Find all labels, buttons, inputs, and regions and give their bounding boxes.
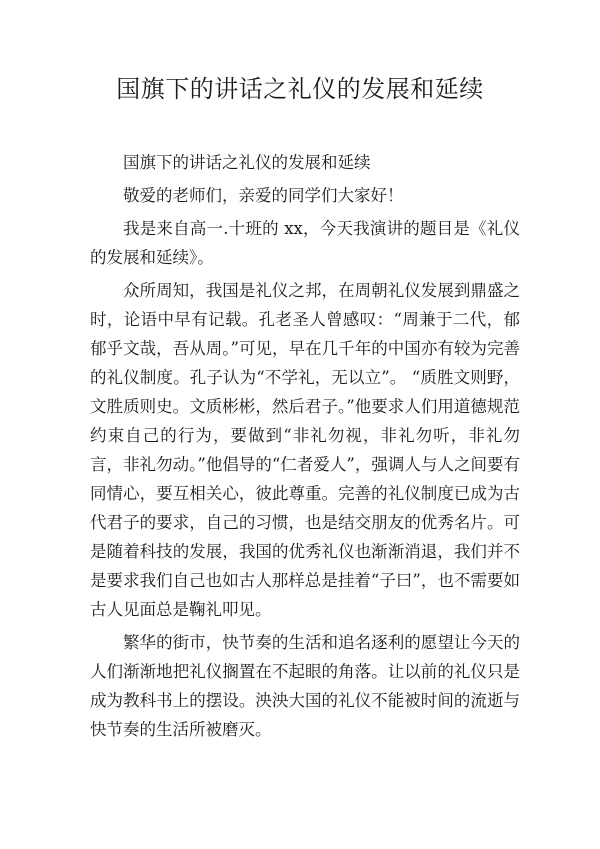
document-body	[90, 148, 520, 748]
paragraph-greeting: 敬爱的老师们，亲爱的同学们大家好！	[123, 186, 404, 205]
paragraph-heading: 国旗下的讲话之礼仪的发展和延续	[123, 153, 371, 172]
paragraph-history: 众所周知，我国是礼仪之邦，在周朝礼仪发展到鼎盛之时，论语中早有记载。孔老圣人曾感叹：“周兼于二代，郁郁乎文哉，吾从周。”可见，早在几千年的中国亦有较为完善的礼仪制度。孔子认为“不学礼，无以立”。 “质胜文则野，文胜质则史。文质彬彬，然后君子。”他要求人们用道德规范约束自己的行为，要做到“非礼勿视，非礼勿听，非礼勿言，非礼勿动。”他倡导的“仁者爱人”，强调人与人之间要有同情心，要互相关心，彼此尊重。完善的礼仪制度已成为古代君子的要求，自己的习惯，也是结交朋友的优秀名片。可是随着科技的发展，我国的优秀礼仪也渐渐消退，我们并不是要求我们自己也如古人那样总是挂着“子曰”，也不需要如古人见面总是鞠礼叩见。	[90, 281, 520, 619]
paragraph-intro: 我是来自高一.十班的 xx，今天我演讲的题目是《礼仪的发展和延续》。	[90, 219, 520, 267]
document-title: 国旗下的讲话之礼仪的发展和延续	[116, 75, 484, 103]
paragraph-modern: 繁华的街市，快节奏的生活和追名逐利的愿望让今天的人们渐渐地把礼仪搁置在不起眼的角落。让以前的礼仪只是成为教科书上的摆设。泱泱大国的礼仪不能被时间的流逝与快节奏的生活所被磨灭。	[90, 633, 520, 739]
